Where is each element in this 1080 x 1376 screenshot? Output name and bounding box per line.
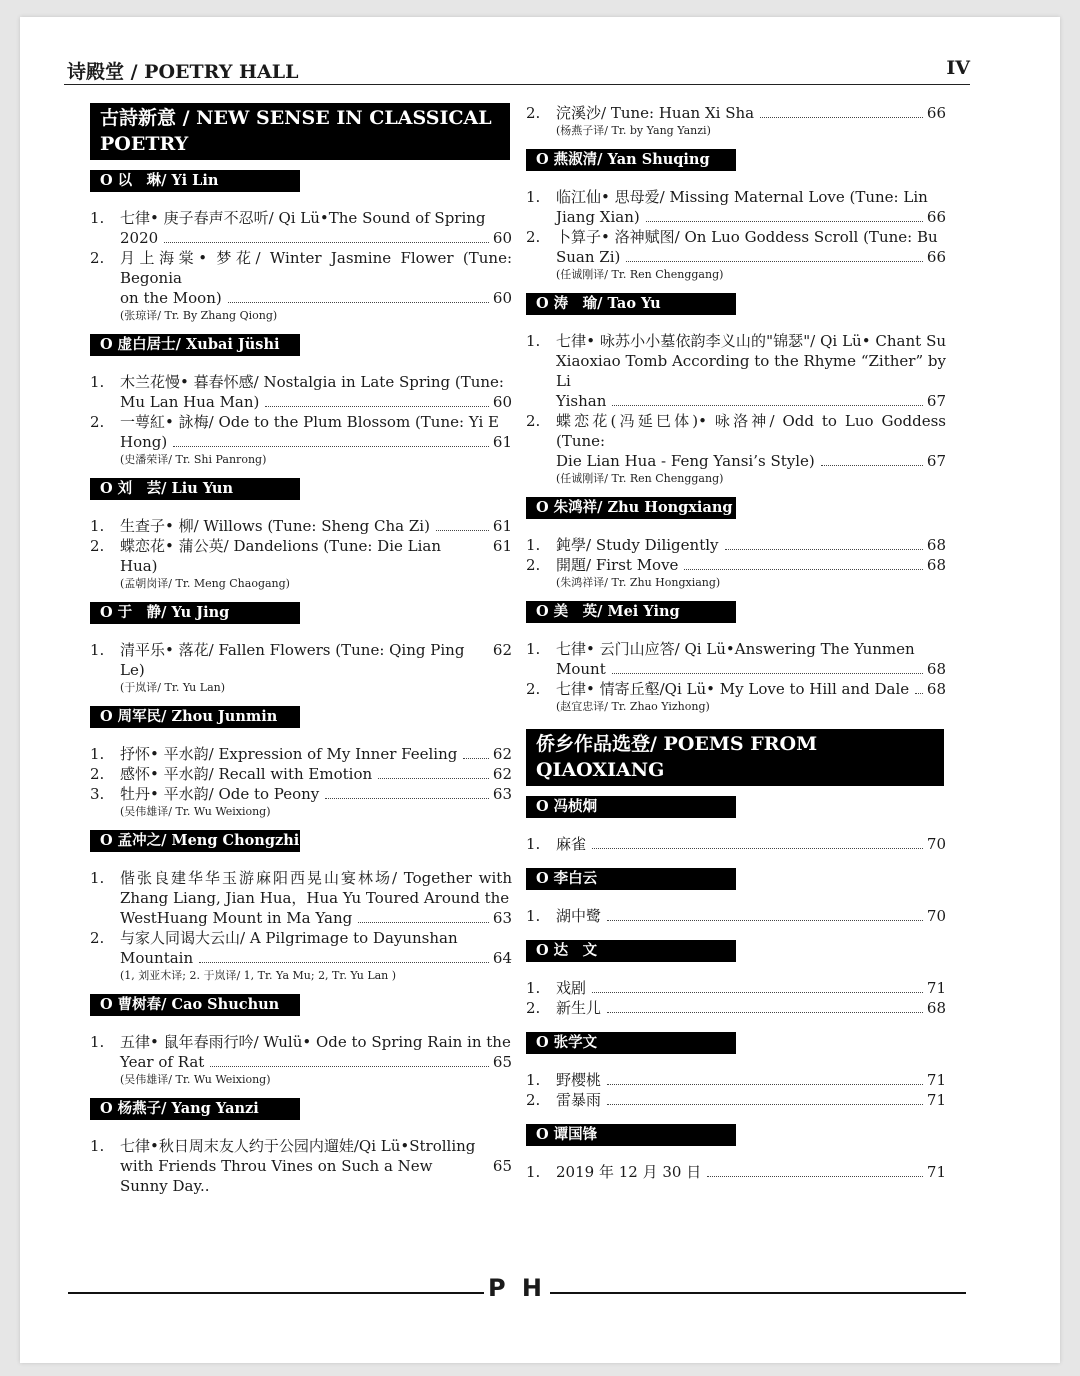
footer-rule-left xyxy=(68,1292,484,1294)
author-heading: O 以 琳/ Yi Lin xyxy=(90,170,300,192)
entry-title-end: Die Lian Hua - Feng Yansi’s Style) xyxy=(556,452,815,470)
entry-page: 68 xyxy=(926,660,946,678)
entry-title: 临江仙• 思母爱/ Missing Maternal Love (Tune: Lin xyxy=(556,188,928,206)
entry-leader-line xyxy=(120,948,512,968)
entry-title-end: 抒怀• 平水韵/ Expression of My Inner Feeling xyxy=(120,745,458,763)
entry-page: 71 xyxy=(926,979,946,997)
translator-credit: (赵宜忠译/ Tr. Zhao Yizhong) xyxy=(556,700,710,713)
entry-page: 71 xyxy=(926,1163,946,1181)
toc-entry[interactable] xyxy=(90,928,512,968)
entry-number: 3. xyxy=(90,785,105,803)
dot-leader xyxy=(607,1012,923,1013)
entry-page: 68 xyxy=(926,680,946,698)
entry-title-end: 新生儿 xyxy=(556,999,602,1017)
entry-title-end: 蝶恋花• 蒲公英/ Dandelions (Tune: Die Lian Hua) xyxy=(120,537,442,575)
translator-credit: (1, 刘亚木译; 2. 于岚译/ 1, Tr. Ya Mu; 2, Tr. Yu Lan ) xyxy=(120,969,397,982)
dot-leader xyxy=(463,758,489,759)
entry-leader-line xyxy=(120,536,512,576)
entry-page: 61 xyxy=(492,517,512,535)
translator-credit: (杨燕子译/ Tr. by Yang Yanzi) xyxy=(556,124,711,137)
author-heading: O 孟冲之/ Meng Chongzhi xyxy=(90,830,300,852)
dot-leader xyxy=(210,1066,489,1067)
dot-leader xyxy=(684,569,922,570)
toc-entry[interactable] xyxy=(526,1090,946,1110)
entry-page: 60 xyxy=(492,393,512,411)
toc-entry[interactable] xyxy=(90,1032,512,1072)
entry-leader-line xyxy=(120,516,512,536)
entry-title-end: 2019 年 12 月 30 日 xyxy=(556,1163,702,1181)
dot-leader xyxy=(725,549,923,550)
author-heading: O 美 英/ Mei Ying xyxy=(526,601,736,623)
toc-entry[interactable] xyxy=(90,1136,512,1196)
entry-number: 2. xyxy=(526,999,541,1017)
entry-title: 七律•秋日周末友人约于公园内遛娃/Qi Lü•Strolling xyxy=(120,1137,476,1155)
toc-entry[interactable] xyxy=(90,248,512,308)
entry-number: 1. xyxy=(526,835,541,853)
entry-page: 68 xyxy=(926,556,946,574)
footer-mark: P H xyxy=(487,1274,547,1302)
entry-leader-line xyxy=(556,555,946,575)
right-column xyxy=(526,103,946,1186)
author-heading: O 张学文 xyxy=(526,1032,736,1054)
entry-number: 2. xyxy=(526,1091,541,1109)
entry-page: 60 xyxy=(492,229,512,247)
entry-number: 1. xyxy=(526,907,541,925)
toc-entry[interactable] xyxy=(526,535,946,555)
toc-entry[interactable] xyxy=(526,187,946,227)
toc-entry[interactable] xyxy=(90,868,512,928)
translator-credit: (张琼译/ Tr. By Zhang Qiong) xyxy=(120,309,278,322)
dot-leader xyxy=(228,302,489,303)
author-heading: O 涛 瑜/ Tao Yu xyxy=(526,293,736,315)
entry-number: 2. xyxy=(90,537,105,555)
entry-title: 七律• 云门山应答/ Qi Lü•Answering The Yunmen xyxy=(556,640,915,658)
entry-title-end: 七律• 情寄丘壑/Qi Lü• My Love to Hill and Dale xyxy=(556,680,910,698)
toc-entry[interactable] xyxy=(90,372,512,412)
entry-leader-line xyxy=(556,451,946,471)
entry-number: 1. xyxy=(526,1163,541,1181)
footer-rule-right xyxy=(550,1292,966,1294)
journal-title: 诗殿堂 / POETRY HALL xyxy=(67,61,299,83)
entry-title-end: 雷暴雨 xyxy=(556,1091,602,1109)
toc-entry[interactable] xyxy=(526,555,946,575)
entry-leader-line xyxy=(556,207,946,227)
entry-page: 71 xyxy=(926,1091,946,1109)
entry-leader-line xyxy=(556,1162,946,1182)
translator-credit: (任诚刚译/ Tr. Ren Chenggang) xyxy=(556,268,724,281)
toc-entry[interactable] xyxy=(526,978,946,998)
spacer xyxy=(526,1018,946,1022)
entry-page: 61 xyxy=(492,537,512,555)
entry-title-end: WestHuang Mount in Ma Yang xyxy=(120,909,353,927)
dot-leader xyxy=(607,920,923,921)
entry-title-end: Mount xyxy=(556,660,606,678)
entry-page: 68 xyxy=(926,536,946,554)
entry-leader-line xyxy=(120,764,512,784)
entry-title: 七律• 咏苏小小墓依韵李义山的"锦瑟"/ Qi Lü• Chant Su Xiaoxiao Tomb According to the Rhyme “Zither” by Li xyxy=(556,332,946,390)
dot-leader xyxy=(612,673,923,674)
entry-title: 卜算子• 洛神赋图/ On Luo Goddess Scroll (Tune: Bu xyxy=(556,228,938,246)
author-heading: O 燕淑清/ Yan Shuqing xyxy=(526,149,736,171)
entry-number: 1. xyxy=(90,745,105,763)
entry-page: 62 xyxy=(492,641,512,659)
entry-title-end: 麻雀 xyxy=(556,835,587,853)
entry-title-end: 2020 xyxy=(120,229,159,247)
entry-number: 2. xyxy=(526,104,541,122)
entry-title-end: 野樱桃 xyxy=(556,1071,602,1089)
author-heading: O 杨燕子/ Yang Yanzi xyxy=(90,1098,300,1120)
header-rule xyxy=(64,84,970,85)
author-heading: O 达 文 xyxy=(526,940,736,962)
entry-page: 64 xyxy=(492,949,512,967)
entry-title-end: Year of Rat xyxy=(120,1053,205,1071)
dot-leader xyxy=(607,1084,923,1085)
toc-entry[interactable] xyxy=(90,744,512,764)
entry-page: 67 xyxy=(926,392,946,410)
toc-entry[interactable] xyxy=(526,639,946,679)
author-heading: O 刘 芸/ Liu Yun xyxy=(90,478,300,500)
entry-number: 1. xyxy=(90,1033,105,1051)
entry-number: 1. xyxy=(90,373,105,391)
toc-entry[interactable] xyxy=(90,412,512,452)
entry-number: 1. xyxy=(526,536,541,554)
entry-leader-line xyxy=(556,391,946,411)
dot-leader xyxy=(592,848,923,849)
entry-title-end: Jiang Xian) xyxy=(556,208,640,226)
entry-leader-line xyxy=(556,978,946,998)
entry-page: 60 xyxy=(492,289,512,307)
entry-title: 偕张良建华华玉游麻阳西晃山宴林场/ Together with Zhang Liang, Jian Hua，Hua Yu Toured Around the xyxy=(120,869,512,907)
dot-leader xyxy=(915,693,923,694)
entry-title-end: Suan Zi) xyxy=(556,248,621,266)
entry-number: 1. xyxy=(526,979,541,997)
page-number: IV xyxy=(946,57,970,79)
entry-page: 63 xyxy=(492,785,512,803)
translator-credit: (吴伟雄译/ Tr. Wu Weixiong) xyxy=(120,1073,271,1086)
toc-entry[interactable] xyxy=(90,536,512,576)
dot-leader xyxy=(325,798,489,799)
author-heading: O 曹树春/ Cao Shuchun xyxy=(90,994,300,1016)
entry-leader-line xyxy=(120,288,512,308)
entry-title: 蝶恋花(冯延巳体)• 咏洛神/ Odd to Luo Goddess (Tune: xyxy=(556,412,946,450)
entry-number: 2. xyxy=(526,680,541,698)
entry-title-end: 湖中鹭 xyxy=(556,907,602,925)
entry-page: 70 xyxy=(926,907,946,925)
entry-title-end: Yishan xyxy=(556,392,607,410)
entry-number: 2. xyxy=(90,929,105,947)
entry-page: 66 xyxy=(926,248,946,266)
entry-number: 1. xyxy=(90,1137,105,1155)
dot-leader xyxy=(436,530,489,531)
toc-entry[interactable] xyxy=(526,331,946,411)
author-heading: O 谭国锋 xyxy=(526,1124,736,1146)
entry-number: 1. xyxy=(526,1071,541,1089)
entry-title-end: 清平乐• 落花/ Fallen Flowers (Tune: Qing Ping Le) xyxy=(120,641,465,679)
entry-title-end: 浣溪沙/ Tune: Huan Xi Sha xyxy=(556,104,755,122)
dot-leader xyxy=(821,465,923,466)
entry-leader-line xyxy=(120,392,512,412)
author-heading: O 朱鸿祥/ Zhu Hongxiang xyxy=(526,497,736,519)
entry-title: 月上海棠• 梦花/ Winter Jasmine Flower (Tune: Begonia xyxy=(120,249,512,287)
entry-number: 1. xyxy=(526,332,541,350)
toc-entry[interactable] xyxy=(526,1070,946,1090)
entry-number: 1. xyxy=(526,640,541,658)
entry-title: 七律• 庚子春声不忍听/ Qi Lü•The Sound of Spring xyxy=(120,209,486,227)
entry-title: 五律• 鼠年春雨行吟/ Wulü• Ode to Spring Rain in the xyxy=(120,1033,511,1051)
entry-title-end: 感怀• 平水韵/ Recall with Emotion xyxy=(120,765,373,783)
entry-page: 65 xyxy=(492,1157,512,1175)
dot-leader xyxy=(164,242,489,243)
dot-leader xyxy=(378,778,489,779)
section-title: 侨乡作品选登/ POEMS FROM QIAOXIANG xyxy=(526,729,944,786)
page xyxy=(20,17,1060,1363)
entry-number: 1. xyxy=(90,517,105,535)
toc-entry[interactable] xyxy=(90,516,512,536)
translator-credit: (孟朝岗译/ Tr. Meng Chaogang) xyxy=(120,577,290,590)
toc-entry[interactable] xyxy=(526,834,946,854)
toc-entry[interactable] xyxy=(526,679,946,699)
entry-title-end: 牡丹• 平水韵/ Ode to Peony xyxy=(120,785,320,803)
entry-title-end: Mu Lan Hua Man) xyxy=(120,393,260,411)
dot-leader xyxy=(592,992,923,993)
dot-leader xyxy=(707,1176,923,1177)
footer xyxy=(20,1270,1060,1310)
entry-leader-line xyxy=(120,1052,512,1072)
entry-title-end: 戏剧 xyxy=(556,979,587,997)
toc-entry[interactable] xyxy=(526,103,946,123)
entry-title-end: Mountain xyxy=(120,949,194,967)
toc-entry[interactable] xyxy=(90,208,512,248)
entry-title-end: 開題/ First Move xyxy=(556,556,679,574)
entry-leader-line xyxy=(556,679,946,699)
entry-leader-line xyxy=(120,1156,512,1196)
entry-page: 66 xyxy=(926,104,946,122)
entry-leader-line xyxy=(120,908,512,928)
entry-leader-line xyxy=(556,1090,946,1110)
entry-page: 62 xyxy=(492,745,512,763)
entry-title: 一萼紅• 詠梅/ Ode to the Plum Blossom (Tune: Yi E xyxy=(120,413,499,431)
translator-credit: (吴伟雄译/ Tr. Wu Weixiong) xyxy=(120,805,271,818)
dot-leader xyxy=(358,922,489,923)
dot-leader xyxy=(265,406,489,407)
toc-entry[interactable] xyxy=(90,764,512,784)
entry-leader-line xyxy=(556,906,946,926)
dot-leader xyxy=(626,261,923,262)
entry-leader-line xyxy=(120,228,512,248)
spacer xyxy=(526,1182,946,1186)
entry-number: 1. xyxy=(526,188,541,206)
translator-credit: (任诚刚译/ Tr. Ren Chenggang) xyxy=(556,472,724,485)
entry-number: 2. xyxy=(90,413,105,431)
entry-leader-line xyxy=(556,247,946,267)
entry-leader-line xyxy=(120,432,512,452)
entry-title: 木兰花慢• 暮春怀感/ Nostalgia in Late Spring (Tune: xyxy=(120,373,504,391)
entry-title-end: 鈍學/ Study Diligently xyxy=(556,536,719,554)
entry-title-end: on the Moon) xyxy=(120,289,222,307)
entry-title-end: 生查子• 柳/ Willows (Tune: Sheng Cha Zi) xyxy=(120,517,430,535)
toc-entry[interactable] xyxy=(526,906,946,926)
entry-page: 68 xyxy=(926,999,946,1017)
entry-title-end: with Friends Throu Vines on Such a New Sunny Day.. xyxy=(120,1157,433,1195)
author-heading: O 冯桢炯 xyxy=(526,796,736,818)
left-column xyxy=(90,103,512,1202)
dot-leader xyxy=(199,962,489,963)
toc-entry[interactable] xyxy=(90,640,512,680)
toc-entry[interactable] xyxy=(526,1162,946,1182)
dot-leader xyxy=(760,117,923,118)
spacer xyxy=(526,926,946,930)
entry-page: 66 xyxy=(926,208,946,226)
translator-credit: (史潘荣译/ Tr. Shi Panrong) xyxy=(120,453,267,466)
entry-page: 71 xyxy=(926,1071,946,1089)
entry-leader-line xyxy=(556,998,946,1018)
author-heading: O 周军民/ Zhou Junmin xyxy=(90,706,300,728)
dot-leader xyxy=(607,1104,923,1105)
author-heading: O 李白云 xyxy=(526,868,736,890)
entry-number: 2. xyxy=(526,556,541,574)
author-heading: O 于 静/ Yu Jing xyxy=(90,602,300,624)
entry-leader-line xyxy=(120,640,512,680)
entry-number: 2. xyxy=(90,765,105,783)
entry-title-end: Hong) xyxy=(120,433,168,451)
entry-number: 1. xyxy=(90,869,105,887)
toc-entry[interactable] xyxy=(90,784,512,804)
entry-page: 67 xyxy=(926,452,946,470)
entry-page: 62 xyxy=(492,765,512,783)
entry-leader-line xyxy=(556,1070,946,1090)
translator-credit: (于岚译/ Tr. Yu Lan) xyxy=(120,681,225,694)
translator-credit: (朱鸿祥译/ Tr. Zhu Hongxiang) xyxy=(556,576,721,589)
entry-number: 1. xyxy=(90,641,105,659)
toc-entry[interactable] xyxy=(526,227,946,267)
entry-number: 1. xyxy=(90,209,105,227)
spacer xyxy=(526,854,946,858)
spacer xyxy=(526,1110,946,1114)
dot-leader xyxy=(173,446,489,447)
entry-leader-line xyxy=(120,784,512,804)
section-title: 古詩新意 / NEW SENSE IN CLASSICAL POETRY xyxy=(90,103,510,160)
dot-leader xyxy=(612,405,923,406)
toc-entry[interactable] xyxy=(526,998,946,1018)
dot-leader xyxy=(646,221,923,222)
entry-leader-line xyxy=(556,834,946,854)
entry-number: 2. xyxy=(526,412,541,430)
entry-leader-line xyxy=(556,103,946,123)
entry-number: 2. xyxy=(90,249,105,267)
entry-title: 与家人同谒大云山/ A Pilgrimage to Dayunshan xyxy=(120,929,458,947)
entry-page: 65 xyxy=(492,1053,512,1071)
entry-page: 70 xyxy=(926,835,946,853)
entry-page: 61 xyxy=(492,433,512,451)
author-heading: O 虚白居士/ Xubai Jüshi xyxy=(90,334,300,356)
toc-entry[interactable] xyxy=(526,411,946,471)
entry-number: 2. xyxy=(526,228,541,246)
entry-leader-line xyxy=(556,659,946,679)
entry-leader-line xyxy=(556,535,946,555)
entry-page: 63 xyxy=(492,909,512,927)
entry-leader-line xyxy=(120,744,512,764)
